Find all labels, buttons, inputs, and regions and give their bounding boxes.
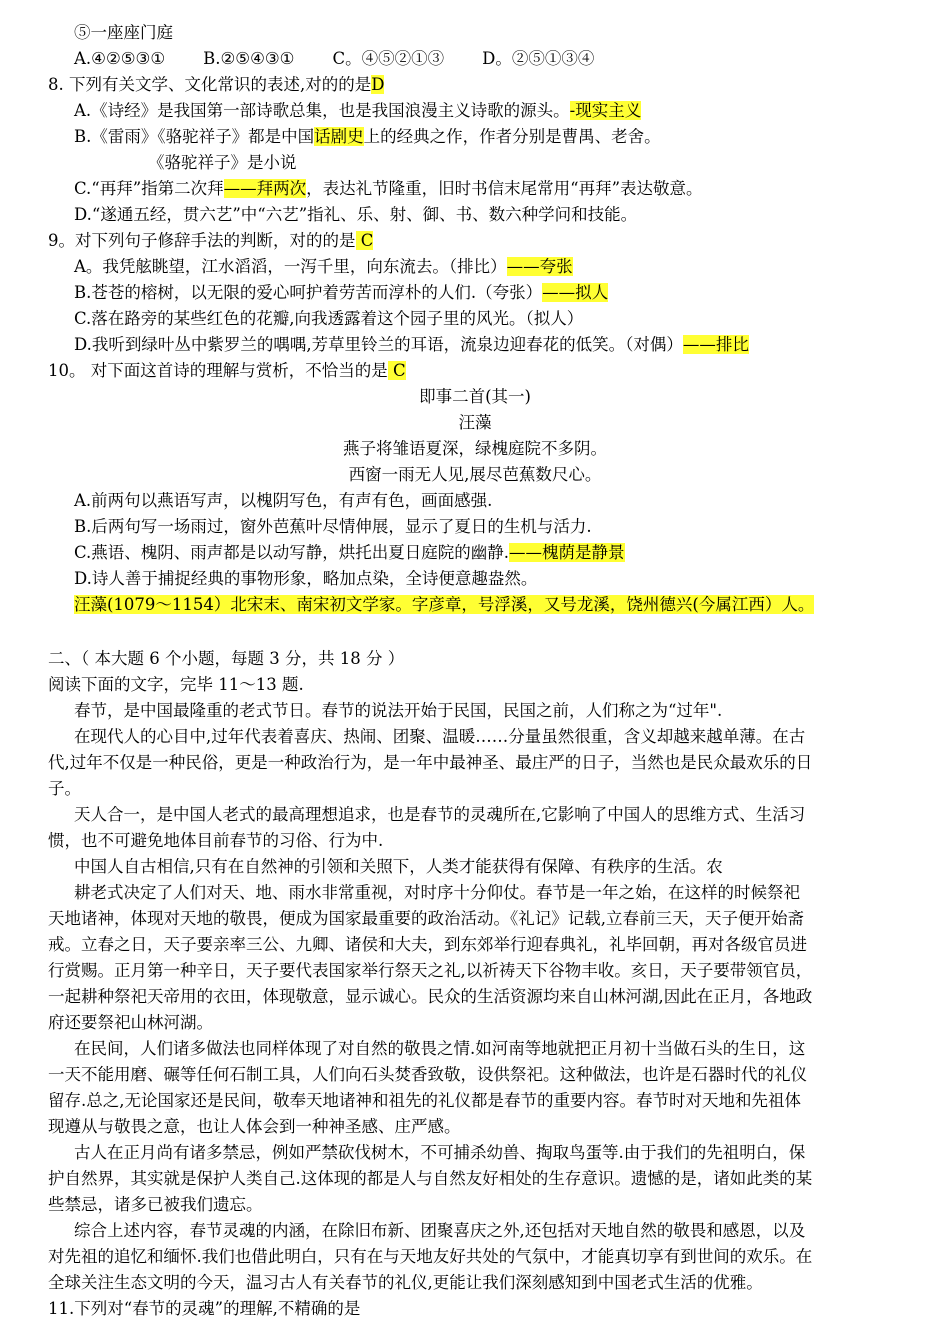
q8-stem: 8. 下列有关文学、文化常识的表述,对的的是D xyxy=(48,75,385,94)
q10-option-a: A.前两句以燕语写声，以槐阴写色，有声有色，画面感强. xyxy=(74,491,493,510)
q10-option-c: C.燕语、槐阴、雨声都是以动写静，烘托出夏日庭院的幽静.——槐荫是静景 xyxy=(74,543,625,562)
passage-line: 留存.总之,无论国家还是民间，敬奉天地诸神和祖先的礼仪都是春节的重要内容。春节时对天地和先祖体 xyxy=(48,1091,801,1110)
passage-line: 护自然界，其实就是保护人类自己.这体现的都是人与自然友好相处的生存意识。遗憾的是，诸如此类的某 xyxy=(48,1169,813,1188)
passage-line: 行赏赐。正月第一种辛日，天子要代表国家举行祭天之礼,以祈祷天下谷物丰收。亥日，天子要带领官员， xyxy=(48,961,813,980)
q8-option-b: B.《雷雨》《骆驼祥子》都是中国话剧史上的经典之作，作者分别是曹禺、老舍。 xyxy=(74,127,661,146)
passage-line: 子。 xyxy=(48,779,81,798)
q7-option-d: D。②⑤①③④ xyxy=(482,49,595,68)
passage-line: 春节，是中国最隆重的老式节日。春节的说法开始于民国，民国之前，人们称之为“过年". xyxy=(74,701,723,720)
q10-option-d: D.诗人善于捕捉经典的事物形象，略加点染，全诗便意趣盎然。 xyxy=(74,569,538,588)
q7-item5: ⑤一座座门庭 xyxy=(74,23,173,42)
passage-line: 对先祖的追忆和缅怀.我们也借此明白，只有在与天地友好共处的气氛中，才能真切享有到世间的欢乐。在 xyxy=(48,1247,813,1266)
passage-line: 些禁忌，诸多已被我们遗忘。 xyxy=(48,1195,263,1214)
section-2-heading: 二、（ 本大题 6 个小题，每题 3 分，共 18 分 ） xyxy=(48,649,405,668)
passage-line: 在现代人的心目中,过年代表着喜庆、热闹、团聚、温暖……分量虽然很重，含义却越来越单薄。在古 xyxy=(74,727,806,746)
q8-option-c: C.“再拜”指第二次拜——拜两次，表达礼节隆重，旧时书信末尾常用“再拜”表达敬意。 xyxy=(74,179,703,198)
q8-option-c-note: ——拜两次 xyxy=(223,179,307,198)
poem-author: 汪藻 xyxy=(458,413,492,432)
passage-line: 一天不能用磨、碾等任何石制工具，人们向石头焚香致敬，设供祭祀。这种做法，也许是石器时代的礼仪 xyxy=(48,1065,807,1084)
q9-option-b-note: ——拟人 xyxy=(542,283,609,302)
q7-options xyxy=(74,48,594,70)
passage-line: 综合上述内容，春节灵魂的内涵，在除旧布新、团聚喜庆之外,还包括对天地自然的敬畏和感恩，以及 xyxy=(74,1221,806,1240)
section-2-instruction: 阅读下面的文字，完毕 11～13 题. xyxy=(48,675,304,694)
passage-line: 一起耕种祭祀天帝用的衣田，体现敬意，显示诚心。民众的生活资源均来自山林河湖,因此在正月，各地政 xyxy=(48,987,813,1006)
passage-line: 代,过年不仅是一种民俗，更是一种政治行为，是一年中最神圣、最庄严的日子，当然也是民众最欢乐的日 xyxy=(48,753,813,772)
passage-line: 惯，也不可避免地体目前春节的习俗、行为中. xyxy=(48,831,384,850)
q8-option-b-highlight: 话剧史 xyxy=(314,127,364,146)
q9-answer: C xyxy=(355,231,374,250)
q8-answer: D xyxy=(371,75,385,94)
passage-line: 现遵从与敬畏之意，也让人体会到一种神圣感、庄严感。 xyxy=(48,1117,461,1136)
q9-stem: 9。对下列句子修辞手法的判断，对的的是 C xyxy=(48,231,374,250)
q7-option-a: A.④②⑤③① xyxy=(74,49,166,68)
q8-option-d: D.“遂通五经，贯六艺”中“六艺”指礼、乐、射、御、书、数六种学问和技能。 xyxy=(74,205,638,224)
passage-line: 古人在正月尚有诸多禁忌，例如严禁砍伐树木，不可捕杀幼兽、掏取鸟蛋等.由于我们的先祖明白，保 xyxy=(74,1143,806,1162)
q8-option-a-note: -现实主义 xyxy=(569,101,642,120)
passage-line: 中国人自古相信,只有在自然神的引领和关照下，人类才能获得有保障、有秩序的生活。农 xyxy=(74,857,723,876)
q7-option-b: B.②⑤④③① xyxy=(203,49,295,68)
q8-option-a: A.《诗经》是我国第一部诗歌总集，也是我国浪漫主义诗歌的源头。-现实主义 xyxy=(74,101,642,120)
q10-option-c-note: ——槐荫是静景 xyxy=(509,543,625,562)
q9-option-d-note: ——排比 xyxy=(682,335,749,354)
q9-option-c: C.落在路旁的某些红色的花瓣,向我透露着这个园子里的风光。（拟人） xyxy=(74,309,584,328)
q7-option-c: C。④⑤②①③ xyxy=(332,49,445,68)
poem-title: 即事二首(其一) xyxy=(419,387,531,406)
q11-stem: 11.下列对“春节的灵魂”的理解,不精确的是 xyxy=(48,1299,361,1318)
q8-option-b-note: 《骆驼祥子》是小说 xyxy=(148,153,297,172)
q9-option-a: A。我凭舷眺望，江水滔滔，一泻千里，向东流去。（排比）——夸张 xyxy=(74,257,573,276)
passage-line: 府还要祭祀山林河湖。 xyxy=(48,1013,213,1032)
author-note: 汪藻(1079～1154）北宋末、南宋初文学家。字彦章，号浮溪，又号龙溪，饶州德兴(今属江西）人。 xyxy=(74,595,815,614)
q9-option-b: B.苍苍的榕树，以无限的爱心呵护着劳苦而淳朴的人们.（夸张）——拟人 xyxy=(74,283,609,302)
passage-line: 在民间，人们诸多做法也同样体现了对自然的敬畏之情.如河南等地就把正月初十当做石头的生日，这 xyxy=(74,1039,806,1058)
q10-option-b: B.后两句写一场雨过，窗外芭蕉叶尽情伸展，显示了夏日的生机与活力. xyxy=(74,517,592,536)
passage-line: 天地诸神，体现对天地的敬畏，便成为国家最重要的政治活动。《礼记》记载,立春前三天，天子便开始斋 xyxy=(48,909,804,928)
q10-answer: C xyxy=(387,361,406,380)
q10-stem: 10。 对下面这首诗的理解与赏析，不恰当的是 C xyxy=(48,361,406,380)
q9-option-a-note: ——夸张 xyxy=(506,257,573,276)
q9-option-d: D.我听到绿叶丛中紫罗兰的喁喁,芳草里铃兰的耳语，流泉边迎春花的低笑。（对偶）——排比 xyxy=(74,335,749,354)
poem-line-2: 西窗一雨无人见,展尽芭蕉数尺心。 xyxy=(348,465,602,484)
passage-line: 耕老式决定了人们对天、地、雨水非常重视，对时序十分仰仗。春节是一年之始，在这样的时候祭祀 xyxy=(74,883,800,902)
passage-line: 天人合一，是中国人老式的最高理想追求，也是春节的灵魂所在,它影响了中国人的思维方式、生活习 xyxy=(74,805,806,824)
poem-line-1: 燕子将雏语夏深，绿槐庭院不多阴。 xyxy=(343,439,607,458)
passage-line: 全球关注生态文明的今天，温习古人有关春节的礼仪,更能让我们深刻感知到中国老式生活的优雅。 xyxy=(48,1273,763,1292)
passage-line: 戒。立春之日，天子要亲率三公、九卿、诸侯和大夫，到东郊举行迎春典礼，礼毕回朝，再对各级官员进 xyxy=(48,935,807,954)
